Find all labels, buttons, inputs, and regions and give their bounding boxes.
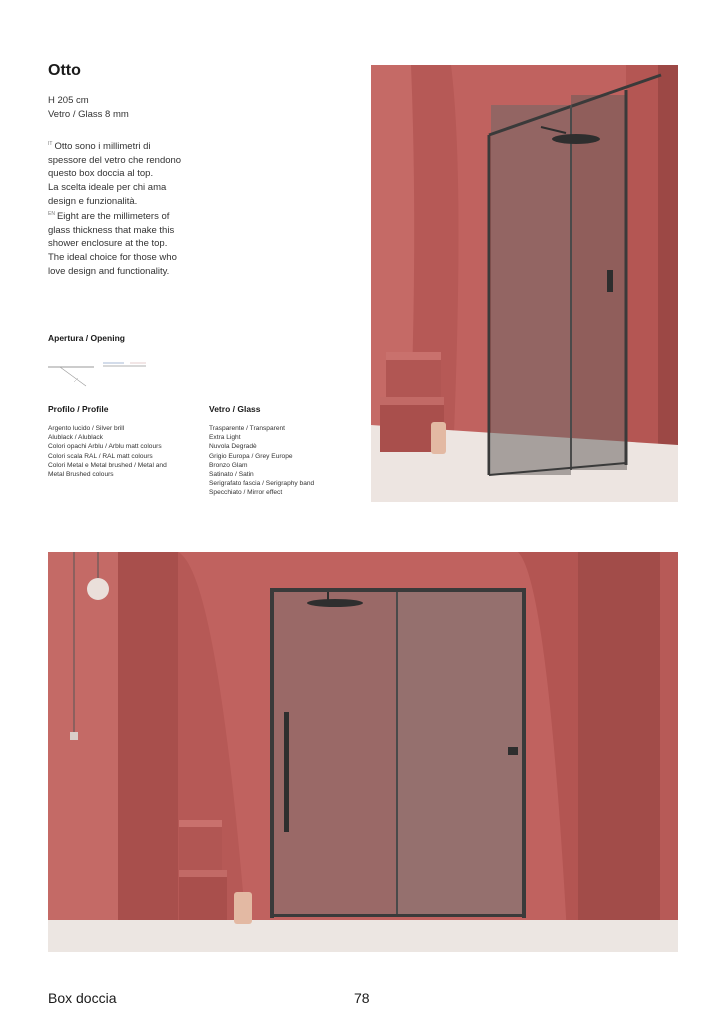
list-item: Colori Metal e Metal brushed / Metal and xyxy=(48,461,167,469)
list-item: Colori opachi Arblu / Arblu matt colours xyxy=(48,443,162,451)
product-description xyxy=(48,138,208,278)
flag-en: EN xyxy=(48,211,55,218)
list-item: Specchiato / Mirror effect xyxy=(209,489,283,497)
spec-height: H 205 cm xyxy=(48,95,89,106)
profile-title: Profilo / Profile xyxy=(48,404,109,414)
list-item: Alublack / Alublack xyxy=(48,434,103,442)
spec-glass: Vetro / Glass 8 mm xyxy=(48,108,129,120)
description-en-line: shower enclosure at the top. xyxy=(48,238,168,250)
list-item: Trasparente / Transparent xyxy=(209,425,285,432)
glass-list xyxy=(209,424,359,498)
list-item: Serigrafato fascia / Serigraphy band xyxy=(209,480,315,488)
product-photo-top xyxy=(371,65,678,502)
profile-list xyxy=(48,424,198,479)
description-en-line: The ideal choice for those who xyxy=(48,252,177,264)
product-title: Otto xyxy=(48,62,81,79)
description-it-line: spessore del vetro che rendono xyxy=(48,154,182,166)
list-item: Metal Brushed colours xyxy=(48,471,114,479)
description-it-line: design e funzionalità. xyxy=(48,195,138,207)
list-item: Satinato / Satin xyxy=(209,471,254,479)
opening-diagram-icon xyxy=(48,358,148,392)
description-en-line: $^{EN}$ Eight are the millimeters of xyxy=(48,211,170,223)
description-en-line: glass thickness that make this xyxy=(48,224,175,236)
list-item: Grigio Europa / Grey Europe xyxy=(209,452,293,460)
list-item: Argento lucido / Silver brill xyxy=(48,425,125,432)
list-item: Nuvola Degradè xyxy=(209,443,257,451)
footer-section-name: Box doccia xyxy=(48,990,117,1006)
glass-title: Vetro / Glass xyxy=(209,404,261,414)
description-it-line: questo box doccia al top. xyxy=(48,168,154,180)
flag-it: IT xyxy=(48,141,53,147)
product-photo-bottom xyxy=(48,552,678,952)
page-number: 78 xyxy=(354,990,370,1006)
description-it-line: La scelta ideale per chi ama xyxy=(48,181,167,193)
opening-title: Apertura / Opening xyxy=(48,333,125,343)
description-en-line: love design and functionality. xyxy=(48,265,170,277)
list-item: Bronzo Glam xyxy=(209,461,248,469)
list-item: Colori scala RAL / RAL matt colours xyxy=(48,452,153,460)
product-specs xyxy=(48,94,129,121)
list-item: Extra Light xyxy=(209,434,241,442)
description-it-line: $^{IT}$ Otto sono i millimetri di xyxy=(48,141,151,153)
